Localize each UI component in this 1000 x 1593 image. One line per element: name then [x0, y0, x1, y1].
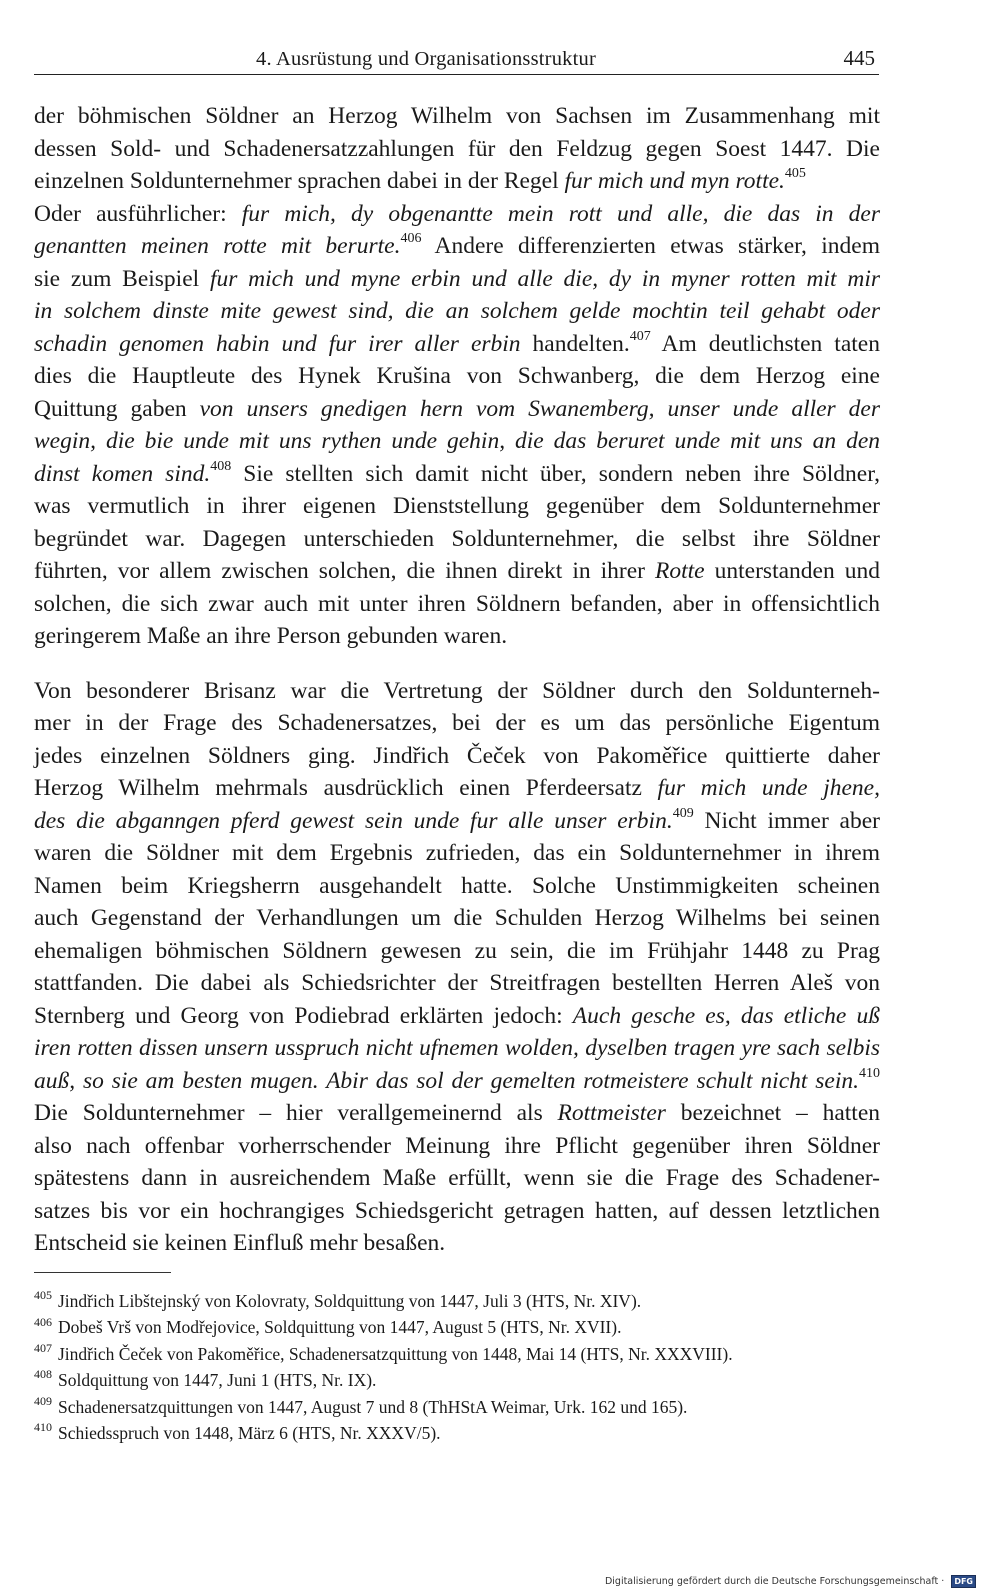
text-run: Nicht immer aber [693, 807, 880, 834]
text-line [34, 425, 880, 458]
text-line [34, 902, 880, 935]
italic-quotation: auß, so sie am besten mugen. Abir das sol der gemelten rotmeistere schult nicht sein. [34, 1067, 859, 1094]
footnote-reference: 410 [859, 1065, 880, 1081]
text-run: solchen, die sich zwar auch mit unter ihren Söldnern befanden, aber in offensichtlich [34, 590, 880, 617]
text-line [34, 263, 880, 296]
text-line [34, 935, 880, 968]
italic-quotation: schadin genomen habin und fur irer aller erbin [34, 330, 521, 357]
italic-quotation: iren rotten dissen unsern usspruch nicht ufnemen wolden, dyselben tragen yre sach selbis [34, 1035, 880, 1061]
text-line [34, 837, 880, 870]
footnote-text: Jindřich Libštejnský von Kolovraty, Soldquittung von 1447, Juli 3 (HTS, Nr. XIV). [58, 1291, 642, 1311]
text-line [34, 805, 880, 838]
text-line [34, 1000, 880, 1033]
text-line [34, 772, 880, 805]
text-run: spätestens dann in ausreichendem Maße erfüllt, wenn sie die Frage des Schadener- [34, 1165, 880, 1191]
italic-quotation: fur mich und myne erbin und alle die, dy in myner rotten mit mir [209, 265, 880, 292]
page-number: 445 [843, 46, 875, 70]
text-run: unterstanden und [704, 558, 880, 584]
text-line [34, 1097, 880, 1130]
italic-quotation: fur mich, dy obgenantte mein rott und alle, die das in der [241, 200, 880, 227]
italic-quotation: von unsers gnedigen hern vom Swanemberg, unser unde aller der [199, 395, 880, 422]
text-run: handelten. [520, 330, 630, 357]
text-run: der böhmischen Söldner an Herzog Wilhelm von Sachsen im Zusammenhang mit [34, 103, 880, 129]
text-run: begründet war. Dagegen unterschieden Soldunternehmer, die selbst ihre Söldner [34, 525, 880, 552]
text-line [34, 230, 880, 263]
text-line [34, 1227, 880, 1260]
text-run: sie zum Beispiel [34, 265, 210, 292]
italic-quotation: Rotte [655, 558, 705, 584]
text-line [34, 458, 880, 491]
text-line [34, 1065, 880, 1098]
footnote [34, 1367, 880, 1393]
text-line [34, 870, 880, 903]
text-run: Andere differenzierten etwas stärker, indem [421, 233, 880, 259]
italic-quotation: des die abganngen pferd gewest sein unde fur alle unser erbin. [34, 807, 673, 834]
footnote-number: 406 [34, 1314, 52, 1329]
footnote-number: 409 [34, 1393, 52, 1408]
text-run: mer in der Frage des Schadenersatzes, bei der es um das persönliche Eigentum [34, 710, 880, 736]
text-line [34, 523, 880, 556]
footnote [34, 1394, 880, 1420]
text-run: einzelnen Soldunternehmer sprachen dabei in der Regel [34, 168, 565, 194]
footnote [34, 1420, 880, 1446]
text-run: Von besonderer Brisanz war die Vertretung der Söldner durch den Soldunterneh- [34, 677, 880, 704]
text-line [34, 1130, 880, 1163]
italic-quotation: wegin, die bie unde mit uns rythen unde gehin, die das beruret unde mit uns an den [34, 428, 880, 454]
footnote [34, 1341, 880, 1367]
text-line [34, 620, 880, 653]
text-run: ehemaligen böhmischen Söldnern gewesen zu sein, die im Frühjahr 1448 zu Prag [34, 937, 880, 964]
text-run: satzes bis vor ein hochrangiges Schiedsgericht getragen hatten, auf dessen letztlichen [34, 1197, 880, 1224]
italic-quotation: in solchem dinste mite gewest sind, die an solchem gelde mochtin teil gehabt oder [34, 298, 880, 324]
text-line [34, 165, 880, 198]
text-run: Herzog Wilhelm mehrmals ausdrücklich einen Pferdeersatz [34, 775, 658, 801]
italic-quotation: fur mich unde jhene, [657, 775, 880, 801]
text-line [34, 1032, 880, 1065]
text-line [34, 967, 880, 1000]
footnote-number: 408 [34, 1367, 52, 1382]
footnote-reference: 407 [629, 328, 651, 344]
footnote-number: 405 [34, 1288, 52, 1303]
italic-quotation: Rottmeister [557, 1100, 666, 1126]
text-run: jedes einzelnen Söldners ging. Jindřich Čeček von Pakoměřice quittierte daher [34, 742, 880, 769]
text-line [34, 360, 880, 393]
footnote-reference: 409 [672, 805, 694, 821]
italic-quotation: Auch gesche es, das etliche uß [572, 1002, 880, 1029]
text-run: geringerem Maße an ihre Person gebunden waren. [34, 623, 508, 649]
footnote-reference: 408 [210, 458, 232, 474]
footnote-text: Schadenersatzquittungen von 1447, August 7 und 8 (ThHStA Weimar, Urk. 162 und 165). [58, 1396, 688, 1417]
text-run: stattfanden. Die dabei als Schiedsrichter der Streitfragen bestellten Herren Aleš von [34, 970, 880, 996]
digitization-credit [605, 1575, 976, 1588]
footnotes [34, 1288, 880, 1446]
text-line [34, 1162, 880, 1195]
text-run: was vermutlich in ihrer eigenen Dienststellung gegenüber dem Soldunternehmer [34, 493, 880, 519]
italic-quotation: genantten meinen rotte mit berurte. [34, 233, 401, 259]
text-run: also nach offenbar vorherrschender Meinung ihre Pflicht gegenüber ihren Söldner [34, 1132, 880, 1159]
text-run: Oder ausführlicher: [34, 200, 242, 227]
text-run: waren die Söldner mit dem Ergebnis zufrieden, das ein Soldunternehmer in ihrem [34, 840, 880, 866]
text-run: Entscheid sie keinen Einfluß mehr besaßen. [34, 1230, 446, 1256]
paragraph-break [34, 653, 880, 675]
text-run: auch Gegenstand der Verhandlungen um die Schulden Herzog Wilhelms bei seinen [34, 905, 880, 931]
text-line [34, 555, 880, 588]
text-line [34, 393, 880, 426]
text-run: Namen beim Kriegsherrn ausgehandelt hatte. Solche Unstimmigkeiten scheinen [34, 872, 880, 899]
footnote-text: Dobeš Vrš von Modřejovice, Soldquittung von 1447, August 5 (HTS, Nr. XVII). [58, 1317, 622, 1338]
text-line [34, 707, 880, 740]
footnote-reference: 406 [400, 231, 422, 247]
text-line [34, 100, 880, 133]
text-line [34, 588, 880, 621]
italic-quotation: dinst komen sind. [34, 460, 211, 487]
text-run: Quittung gaben [34, 395, 200, 422]
text-run: Am deutlichsten taten [650, 330, 880, 357]
text-line [34, 133, 880, 166]
dfg-logo: DFG [951, 1575, 976, 1588]
text-run: Sie stellten sich damit nicht über, sondern neben ihre Söldner, [231, 460, 880, 487]
footnote-text: Soldquittung von 1447, Juni 1 (HTS, Nr. IX). [58, 1370, 377, 1391]
credit-text: Digitalisierung gefördert durch die Deutsche Forschungsgemeinschaft · [604, 1576, 945, 1587]
text-line [34, 328, 880, 361]
text-line [34, 295, 880, 328]
footnote-text: Jindřich Čeček von Pakoměřice, Schadenersatzquittung von 1448, Mai 14 (HTS, Nr. XXXVIII). [58, 1343, 733, 1364]
footnote [34, 1288, 880, 1314]
footnote-reference: 405 [784, 166, 806, 182]
text-line [34, 1195, 880, 1228]
italic-quotation: fur mich und myn rotte. [564, 168, 785, 194]
text-run: dessen Sold- und Schadenersatzzahlungen für den Feldzug gegen Soest 1447. Die [34, 135, 880, 162]
running-head [34, 44, 879, 75]
footnote-divider [34, 1272, 171, 1273]
text-run: bezeichnet – hatten [665, 1100, 880, 1126]
footnote-text: Schiedsspruch von 1448, März 6 (HTS, Nr. XXXV/5). [58, 1422, 441, 1443]
text-run: Die Soldunternehmer – hier verallgemeinernd als [34, 1100, 558, 1126]
text-line [34, 198, 880, 231]
footnote [34, 1314, 880, 1340]
footnote-number: 407 [34, 1340, 52, 1355]
body-text [34, 100, 880, 1260]
text-line [34, 740, 880, 773]
footnote-number: 410 [34, 1420, 52, 1435]
text-run: dies die Hauptleute des Hynek Krušina von Schwanberg, die dem Herzog eine [34, 363, 880, 389]
running-title: 4. Ausrüstung und Organisationsstruktur [256, 48, 596, 70]
text-line [34, 490, 880, 523]
text-line [34, 675, 880, 708]
text-run: führten, vor allem zwischen solchen, die ihnen direkt in ihrer [34, 558, 656, 584]
text-run: Sternberg und Georg von Podiebrad erklärten jedoch: [34, 1002, 573, 1029]
